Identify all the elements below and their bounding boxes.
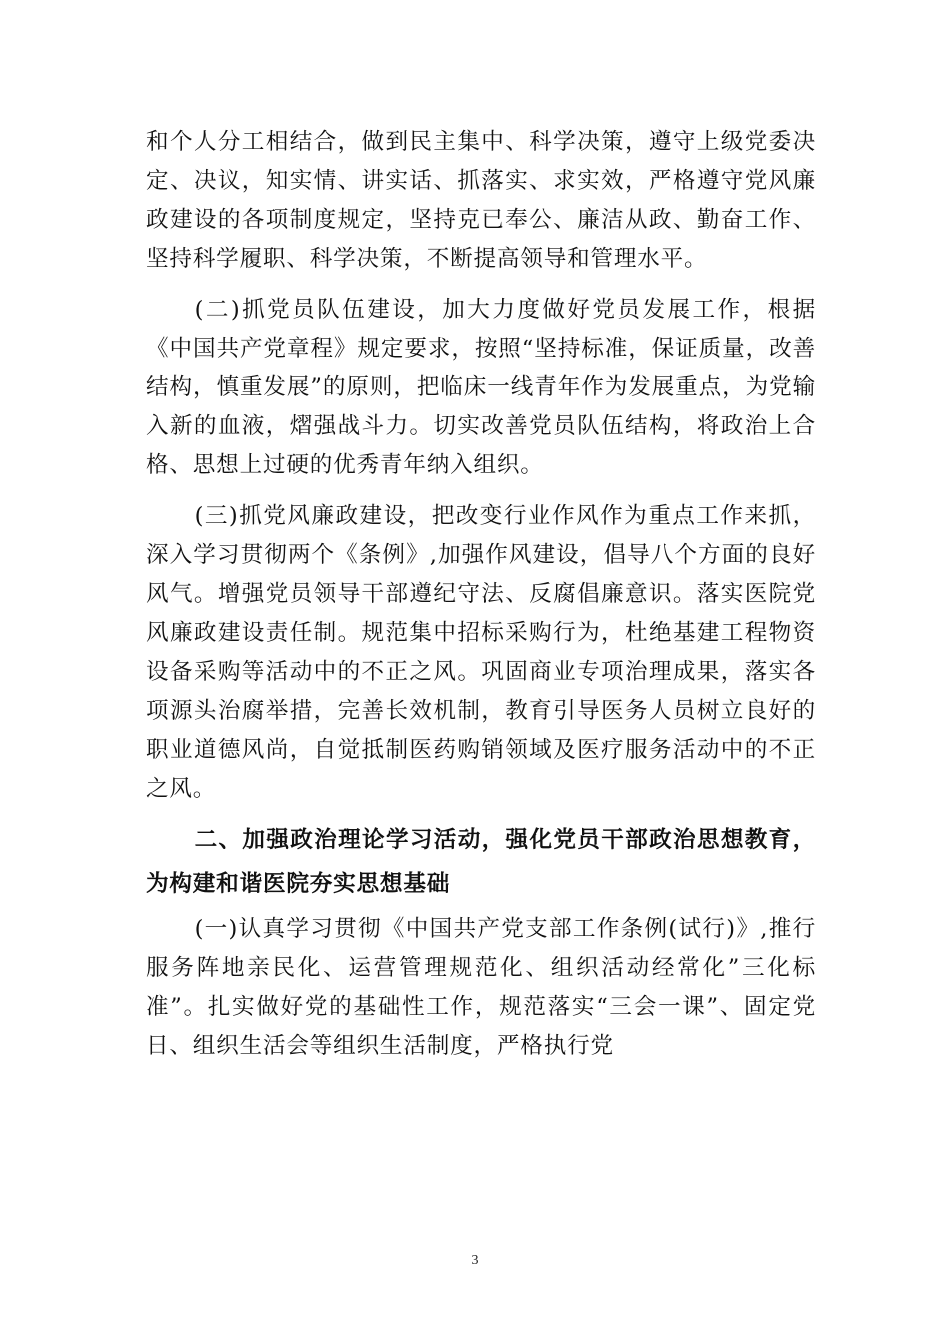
- section-heading: 二、加强政治理论学习活动，强化党员干部政治思想教育，为构建和谐医院夯实思想基础: [146, 827, 816, 898]
- page-number: 3: [471, 1253, 479, 1268]
- paragraph-branch-regulations: (一)认真学习贯彻《中国共产党支部工作条例(试行)》,推行服务阵地亲民化、运营管理规范化、组织活动经常化”三化标准”。扎实做好党的基础性工作，规范落实“三会一课”、固定党日、组织生活会等组织生活制度，严格执行党: [146, 916, 816, 1060]
- paragraph-party-conduct: (三)抓党风廉政建设，把改变行业作风作为重点工作来抓，深入学习贯彻两个《条例》,加强作风建设，倡导八个方面的良好风气。增强党员领导干部遵纪守法、反腐倡廉意识。落实医院党风廉政建设责任制。规范集中招标采购行为，杜绝基建工程物资设备采购等活动中的不正之风。巩固商业专项治理成果，落实各项源头治腐举措，完善长效机制，教育引导医务人员树立良好的职业道德风尚，自觉抵制医药购销领域及医疗服务活动中的不正之风。: [146, 503, 816, 802]
- document-body: [146, 123, 816, 1066]
- paragraph-party-member-team: (二)抓党员队伍建设，加大力度做好党员发展工作，根据《中国共产党章程》规定要求，按照“坚持标准，保证质量，改善结构，慎重发展”的原则，把临床一线青年作为发展重点，为党输入新的血液，熠强战斗力。切实改善党员队伍结构，将政治上合格、思想上过硬的优秀青年纳入组织。: [146, 296, 816, 479]
- paragraph-continuation: 和个人分工相结合，做到民主集中、科学决策，遵守上级党委决定、决议，知实情、讲实话、抓落实、求实效，严格遵守党风廉政建设的各项制度规定，坚持克已奉公、廉洁从政、勤奋工作、坚持科学履职、科学决策，不断提高领导和管理水平。: [146, 129, 816, 272]
